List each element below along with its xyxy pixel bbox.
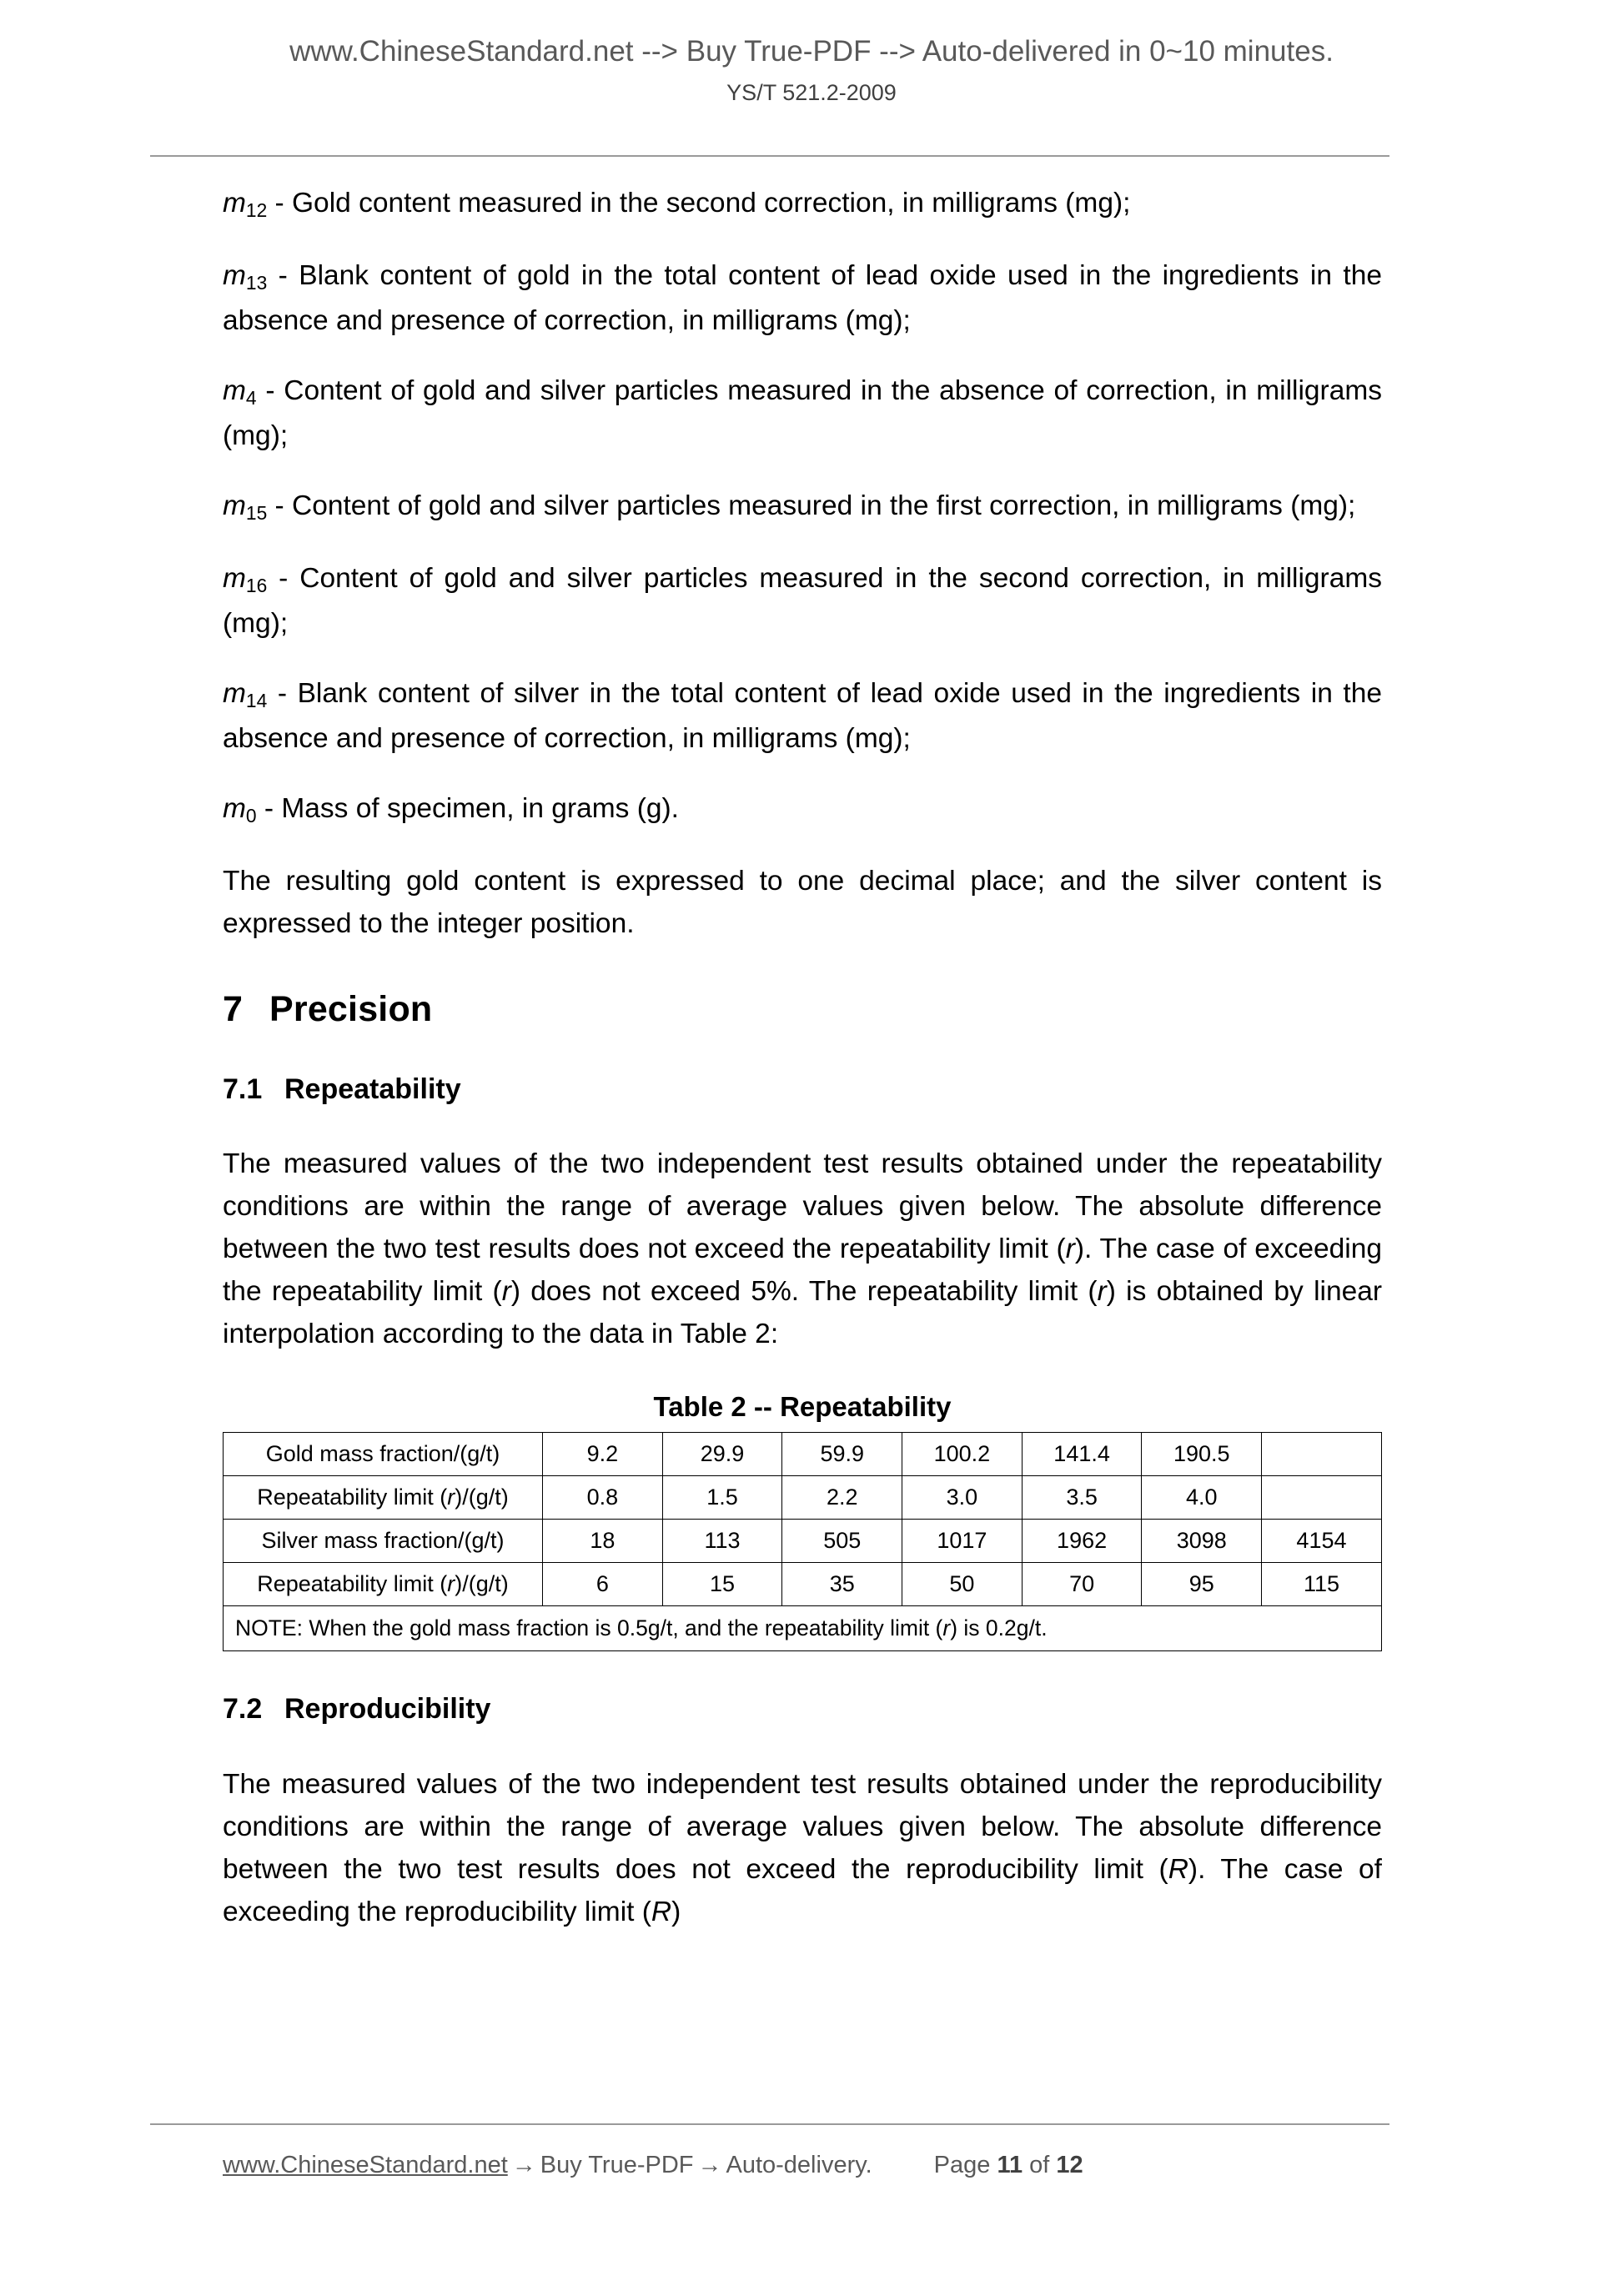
definition-m14-text: - Blank content of silver in the total content of lead oxide used in the ingredients in the absence and presence of correction, in milligrams (mg); [223,678,1382,754]
clause-71-heading [223,1073,1382,1107]
clause-72-number: 7.2 [223,1692,263,1725]
clause-7-number: 7 [223,989,244,1029]
table-cell: 2.2 [782,1475,902,1519]
table-cell: 113 [662,1519,782,1562]
table-cell: 0.8 [543,1475,663,1519]
clause-71-body-part3: ) does not exceed 5%. The repeatability limit ( [510,1276,1098,1308]
table-cell-empty [1262,1475,1382,1519]
definition-m15-text: - Content of gold and silver particles measured in the first correction, in milligrams (mg); [267,490,1356,521]
footer-delivery-text: Auto-delivery. [726,2152,872,2178]
clause-7-heading [223,988,1382,1032]
footer-site-link[interactable]: www.ChineseStandard.net [223,2152,508,2178]
table-cell: 1017 [902,1519,1023,1562]
definition-m13 [223,254,1382,342]
definition-m15 [223,485,1382,530]
definition-m0-text: - Mass of specimen, in grams (g). [256,793,679,824]
row-label-repeatability-limit-gold: Repeatability limit (r)/(g/t) [224,1475,543,1519]
symbol-m4: $m_4$ [223,375,257,409]
clause-71-body-part2: ). The case of exceeding the repeatability limit ( [223,1233,1382,1308]
clause-71-italic-r-3: r [1097,1276,1107,1308]
symbol-m12: $m_{12}$ [223,188,268,221]
page-header [0,33,1623,106]
page-label: Page [933,2152,991,2178]
clause-72-heading [223,1692,1382,1726]
table-cell: 115 [1262,1562,1382,1605]
table-cell: 3.0 [902,1475,1023,1519]
table-cell: 59.9 [782,1432,902,1475]
page-number: 11 [997,2152,1023,2178]
table-cell-empty [1262,1432,1382,1475]
footer-buy-text: Buy True-PDF [540,2152,694,2178]
table-cell: 9.2 [543,1432,663,1475]
table-cell: 505 [782,1519,902,1562]
table-2-note: NOTE: When the gold mass fraction is 0.5g/t, and the repeatability limit (r) is 0.2g/t. [224,1605,1382,1650]
total-pages: 12 [1056,2152,1083,2178]
header-divider [150,155,1389,157]
table-cell: 29.9 [662,1432,782,1475]
table-cell: 95 [1142,1562,1262,1605]
definition-m14 [223,672,1382,760]
definition-m0 [223,787,1382,832]
clause-72-italic-R-1: R [1168,1853,1188,1885]
table-cell: 18 [543,1519,663,1562]
table-row [224,1519,1382,1562]
clause-72-title: Reproducibility [284,1692,491,1725]
footer-page-indicator [934,2152,1083,2178]
symbol-m0: $m_0$ [223,793,257,826]
table-2-container [223,1390,1382,1651]
row-label-gold-mass-fraction: Gold mass fraction/(g/t) [224,1432,543,1475]
table-row [224,1475,1382,1519]
table-cell: 35 [782,1562,902,1605]
page-content [223,182,1382,1961]
table-cell: 100.2 [902,1432,1023,1475]
symbol-m13: $m_{13}$ [223,260,268,294]
clause-72-italic-R-2: R [651,1896,672,1927]
table-cell: 6 [543,1562,663,1605]
table-note-row [224,1605,1382,1650]
of-label: of [1029,2152,1050,2178]
definition-m4-text: - Content of gold and silver particles measured in the absence of correction, in milligrams (mg); [223,375,1382,451]
table-cell: 4.0 [1142,1475,1262,1519]
arrow-right-icon: → [511,2152,536,2178]
definition-m12-text: - Gold content measured in the second correction, in milligrams (mg); [267,188,1131,219]
clause-71-body-part1: The measured values of the two independent test results obtained under the repeatability conditions are within the range of average values given below. The absolute difference between the two test results does not exceed the repeatability limit ( [223,1148,1382,1265]
definition-m16 [223,557,1382,645]
clause-71-body [223,1143,1382,1355]
clause-71-number: 7.1 [223,1073,263,1105]
clause-71-italic-r-2: r [501,1276,511,1308]
clause-71-body-part4: ) is obtained by linear interpolation according to the data in Table 2: [223,1276,1383,1350]
table-2-title: Table 2 -- Repeatability [653,1391,952,1423]
clause-72-body-part3: ) [671,1896,681,1927]
header-promo-text: www.ChineseStandard.net --> Buy True-PDF --> Auto-delivered in 0~10 minutes. [289,35,1334,68]
table-cell: 1.5 [662,1475,782,1519]
symbol-m15: $m_{15}$ [223,490,268,524]
table-cell: 1962 [1022,1519,1142,1562]
clause-71-title: Repeatability [284,1073,461,1105]
symbol-m16: $m_{16}$ [223,563,268,596]
arrow-right-icon: → [697,2152,722,2178]
row-label-silver-mass-fraction: Silver mass fraction/(g/t) [224,1519,543,1562]
clause-7-title: Precision [269,989,433,1029]
symbol-m14: $m_{14}$ [223,678,268,711]
table-cell: 70 [1022,1562,1142,1605]
definition-m4 [223,369,1382,457]
clause-71-italic-r-1: r [1065,1233,1075,1265]
definition-m12 [223,182,1382,227]
clause-72-body [223,1763,1382,1933]
definition-m13-text: - Blank content of gold in the total content of lead oxide used in the ingredients in the absence and presence of correction, in milligrams (mg); [223,260,1382,336]
page-footer [223,2150,1382,2182]
row-label-repeatability-limit-silver: Repeatability limit (r)/(g/t) [224,1562,543,1605]
clause-72-body-part1: The measured values of the two independent test results obtained under the reproducibility conditions are within the range of average values given below. The absolute difference between the two test results does not exceed the reproducibility limit ( [223,1768,1382,1885]
table-row [224,1562,1382,1605]
header-standard-code: YS/T 521.2-2009 [726,79,897,105]
table-cell: 50 [902,1562,1023,1605]
table-row [224,1432,1382,1475]
clause-72-body-part2: ). The case of exceeding the reproducibility limit ( [223,1853,1382,1927]
table-cell: 4154 [1262,1519,1382,1562]
table-2-repeatability [223,1432,1382,1651]
table-cell: 3098 [1142,1519,1262,1562]
table-cell: 190.5 [1142,1432,1262,1475]
table-cell: 141.4 [1022,1432,1142,1475]
table-cell: 15 [662,1562,782,1605]
result-expression-paragraph: The resulting gold content is expressed to one decimal place; and the silver content is expressed to the integer position. [223,866,1382,939]
table-cell: 3.5 [1022,1475,1142,1519]
table-2-body [224,1432,1382,1650]
footer-divider [150,2123,1389,2125]
definition-m16-text: - Content of gold and silver particles measured in the second correction, in milligrams (mg); [223,563,1382,639]
